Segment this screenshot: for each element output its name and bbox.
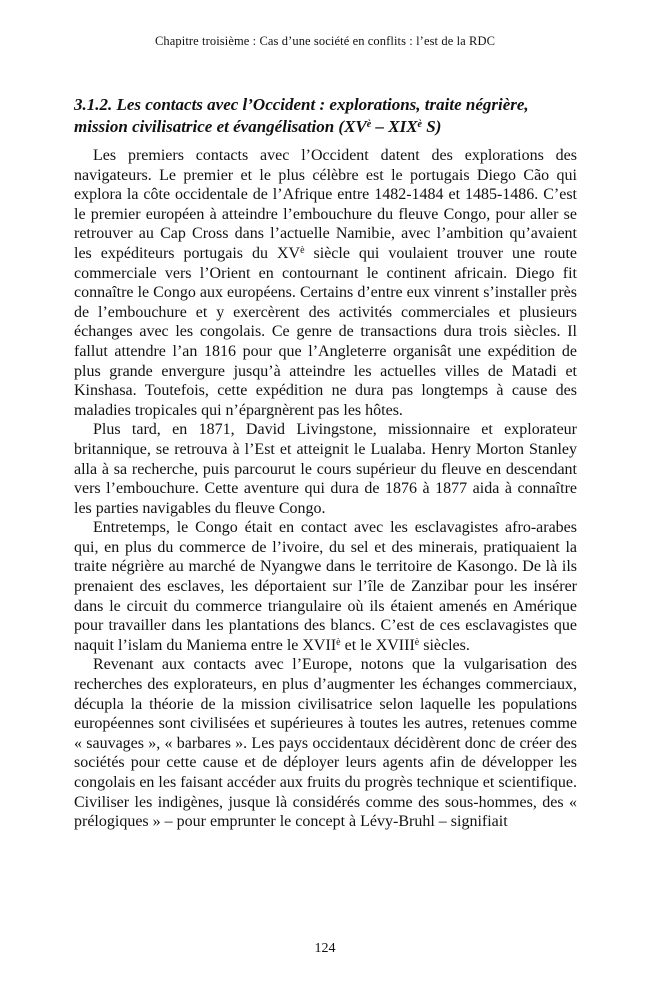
superscript: è <box>300 244 305 256</box>
paragraph-text: Entretemps, le Congo était en contact avec les esclavagistes afro-arabes qui, en plus du commerce de l’ivoire, du sel et des minerais, pratiquaient la traite négrière au marché de Nyangwe dans le territoire de Kasongo. De là ils prenaient des esclaves, les déportaient sur l’île de Zanzibar pour les insérer dans le circuit du commerce triangulaire où ils étaient amenés en Amérique pour travailler dans les plantations des blancs. C’est de ces esclavagistes que naquit l’islam du Maniema entre le XVII <box>74 519 577 654</box>
section-title-text: S) <box>421 117 442 136</box>
paragraph-civilizing-mission: Revenant aux contacts avec l’Europe, notons que la vulgarisation des recherches des explorateurs, en plus d’augmenter les échanges commerciaux, décupla la théorie de la mission civilisatrice selon laquelle les populations européennes sont civilisées et supérieures à toutes les autres, retenues comme « sauvages », « barbares ». Les pays occidentaux décidèrent donc de créer des sociétés pour cette cause et de déployer leurs agents afin de développer les congolais en les faisant accéder aux fruits du progrès technique et scientifique. Civiliser les indigènes, jusque là considérés comme des sous-hommes, des « prélogiques » – pour emprunter le concept à Lévy-Bruhl – signifiait <box>74 656 577 831</box>
section-title-text: – XIX <box>371 117 418 136</box>
paragraph-text: Les premiers contacts avec l’Occident datent des explorations des navigateurs. Le premier et le plus célèbre est le portugais Diego Cão qui explora la côte occidentale de l’Afrique entre 1482-1484 et 1485-1486. C’est le premier européen à atteindre l’embouchure du fleuve Congo, pour aller se retrouver au Cap Cross dans l’actuelle Namibie, avec l’ambition qu’avaient les expéditeurs portugais du XV <box>74 147 577 262</box>
paragraph-text: siècle qui voulaient trouver une route commerciale vers l’Orient en contournant le continent africain. Diego fit connaître le Congo aux européens. Certains d’entre eux vinrent s’installer près de l’embouchure et y exercèrent des activités commerciales et plusieurs échanges avec les congolais. Ce genre de transactions dura trois siècles. Il fallut attendre l’an 1816 pour que l’Angleterre organisât une expédition de plus grande envergure jusqu’à atteindre les actuelles villes de Matadi et Kinshasa. Toutefois, cette expédition ne dura pas longtemps à cause des maladies tropicales qui n’épargnèrent pas les hôtes. <box>74 244 577 419</box>
superscript: è <box>366 119 372 130</box>
section-title-text: 3.1.2. Les contacts avec l’Occident : explorations, traite négrière, mission civilisatrice et évangélisation (XV <box>74 95 529 136</box>
paragraph-livingstone: Plus tard, en 1871, David Livingstone, missionnaire et explorateur britannique, se retrouva à l’Est et atteignit le Lualaba. Henry Morton Stanley alla à sa recherche, puis parcourut le cours supérieur du fleuve en descendant vers l’embouchure. Cette aventure qui dura de 1876 à 1877 aida à connaître les parties navigables du fleuve Congo. <box>74 421 577 517</box>
section-title <box>74 94 577 138</box>
running-head: Chapitre troisième : Cas d’une société en conflits : l’est de la RDC <box>154 34 496 48</box>
page-number: 124 <box>314 941 336 956</box>
superscript: è <box>336 636 341 648</box>
paragraph-explorations <box>74 146 577 420</box>
page-body <box>74 94 577 832</box>
paragraph-text: et le XVIII <box>340 636 415 654</box>
superscript: è <box>417 119 422 130</box>
superscript: è <box>414 636 420 648</box>
paragraph-slave-trade <box>74 518 577 655</box>
paragraph-text: siècles. <box>419 636 470 654</box>
